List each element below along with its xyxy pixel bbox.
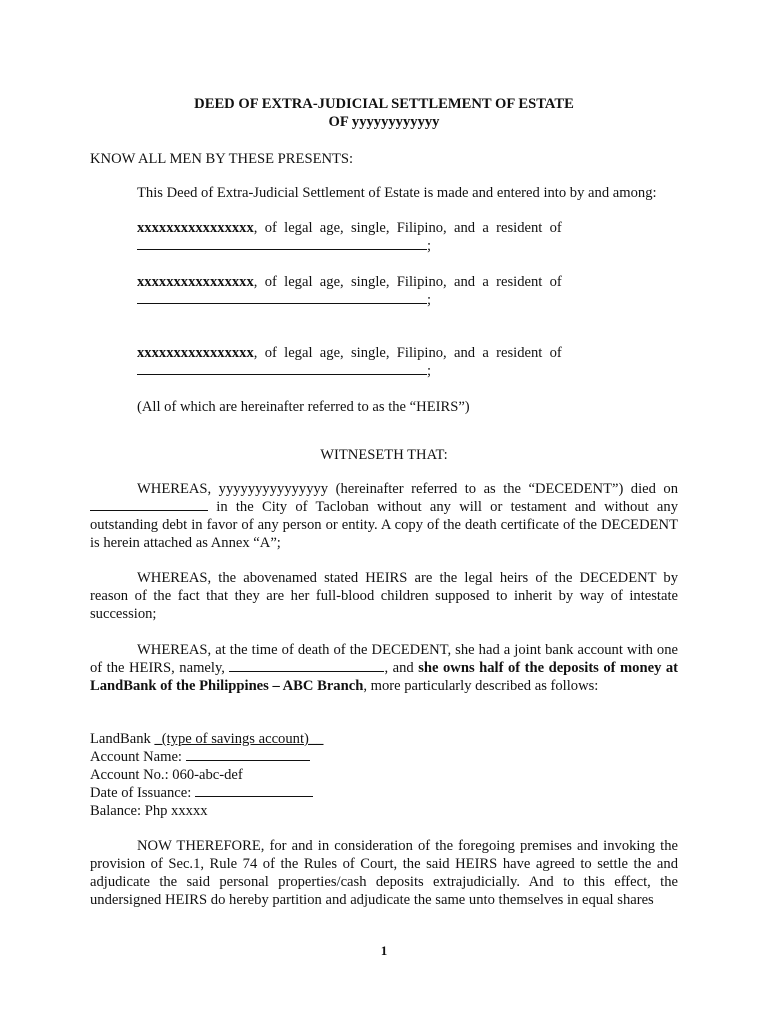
date-of-issuance-line: [90, 784, 678, 802]
whereas-paragraph-2: WHEREAS, the abovenamed stated HEIRS are the legal heirs of the DECEDENT by reason of the fact that they are her full-blood children supposed to inherit by way of intestate succession;: [90, 570, 678, 622]
heir-line: [137, 219, 642, 237]
blank-line: [137, 362, 427, 375]
whereas-3-bold: she owns half of the deposits of money at LandBank of the Philippines – ABC Branch: [90, 660, 679, 694]
now-therefore-paragraph: NOW THEREFORE, for and in consideration of the foregoing premises and invoking the provision of Sec.1, Rule 74 of the Rules of Court, the said HEIRS have agreed to settle the and adjudicate the said personal properties/cash deposits extrajudicially. And to this effect, the undersigned HEIRS do hereby partition and adjudicate the same unto themselves in equal shares: [90, 838, 678, 908]
heir-line: [137, 344, 642, 362]
page-number: 1: [380, 943, 388, 958]
heir-description: , of legal age, single, Filipino, and a resident of: [253, 220, 562, 236]
heir-line-end: ;: [427, 238, 432, 254]
blank-line: [90, 498, 208, 511]
heir-line: [137, 273, 642, 291]
whereas-paragraph-1: [90, 480, 678, 552]
heir-entry: [137, 219, 642, 255]
blank-line: [137, 237, 427, 250]
account-type: _(type of savings account)__: [154, 731, 324, 747]
opening-line: KNOW ALL MEN BY THESE PRESENTS:: [90, 151, 354, 167]
account-bank-line: [90, 730, 678, 748]
account-name-line: [90, 748, 678, 766]
whereas-1-part-b: in the City of Tacloban without any will or testament and without any outstanding debt in favor of any person or entity. A copy of the death certificate of the DECEDENT is herein attached as Annex “A”;: [90, 499, 679, 551]
title-line-2: OF yyyyyyyyyyyy: [328, 114, 440, 130]
whereas-3-part-a: WHEREAS, at the time of death of the DECEDENT, she had a joint bank account with one of the HEIRS, namely,: [90, 642, 678, 676]
account-number-line: Account No.: 060-abc-def: [90, 767, 243, 783]
heir-line-end: ;: [427, 292, 432, 308]
whereas-3-part-b: , and: [384, 660, 414, 676]
heir-name: xxxxxxxxxxxxxxxx: [137, 274, 254, 290]
heir-entry: [137, 344, 642, 380]
whereas-3-part-c: , more particularly described as follows:: [363, 678, 599, 694]
whereas-paragraph-3: [90, 641, 678, 695]
title-line-1: DEED OF EXTRA-JUDICIAL SETTLEMENT OF ESTATE: [194, 96, 574, 112]
intro-paragraph: This Deed of Extra-Judicial Settlement of Estate is made and entered into by and among:: [137, 185, 657, 201]
heir-name: xxxxxxxxxxxxxxxx: [137, 220, 254, 236]
bank-label: LandBank: [90, 731, 151, 747]
account-details: [90, 730, 678, 820]
heir-name: xxxxxxxxxxxxxxxx: [137, 345, 254, 361]
account-name-label: Account Name:: [90, 749, 182, 765]
witnesseth-heading: WITNESETH THAT:: [320, 447, 448, 463]
heir-line-end: ;: [427, 363, 432, 379]
blank-line: [137, 291, 427, 304]
balance-line: Balance: Php xxxxx: [90, 803, 208, 819]
heir-description: , of legal age, single, Filipino, and a resident of: [253, 345, 562, 361]
blank-line: [195, 784, 313, 797]
blank-line: [186, 748, 310, 761]
date-label: Date of Issuance:: [90, 785, 192, 801]
blank-line: [229, 659, 384, 672]
whereas-1-part-a: WHEREAS, yyyyyyyyyyyyyyy (hereinafter referred to as the “DECEDENT”) died on: [137, 481, 678, 497]
heir-entry: [137, 273, 642, 309]
heir-description: , of legal age, single, Filipino, and a resident of: [253, 274, 562, 290]
heirs-note: (All of which are hereinafter referred to as the “HEIRS”): [137, 399, 470, 415]
heir-residence-line: [137, 291, 642, 309]
heir-residence-line: [137, 362, 642, 380]
heir-residence-line: [137, 237, 642, 255]
